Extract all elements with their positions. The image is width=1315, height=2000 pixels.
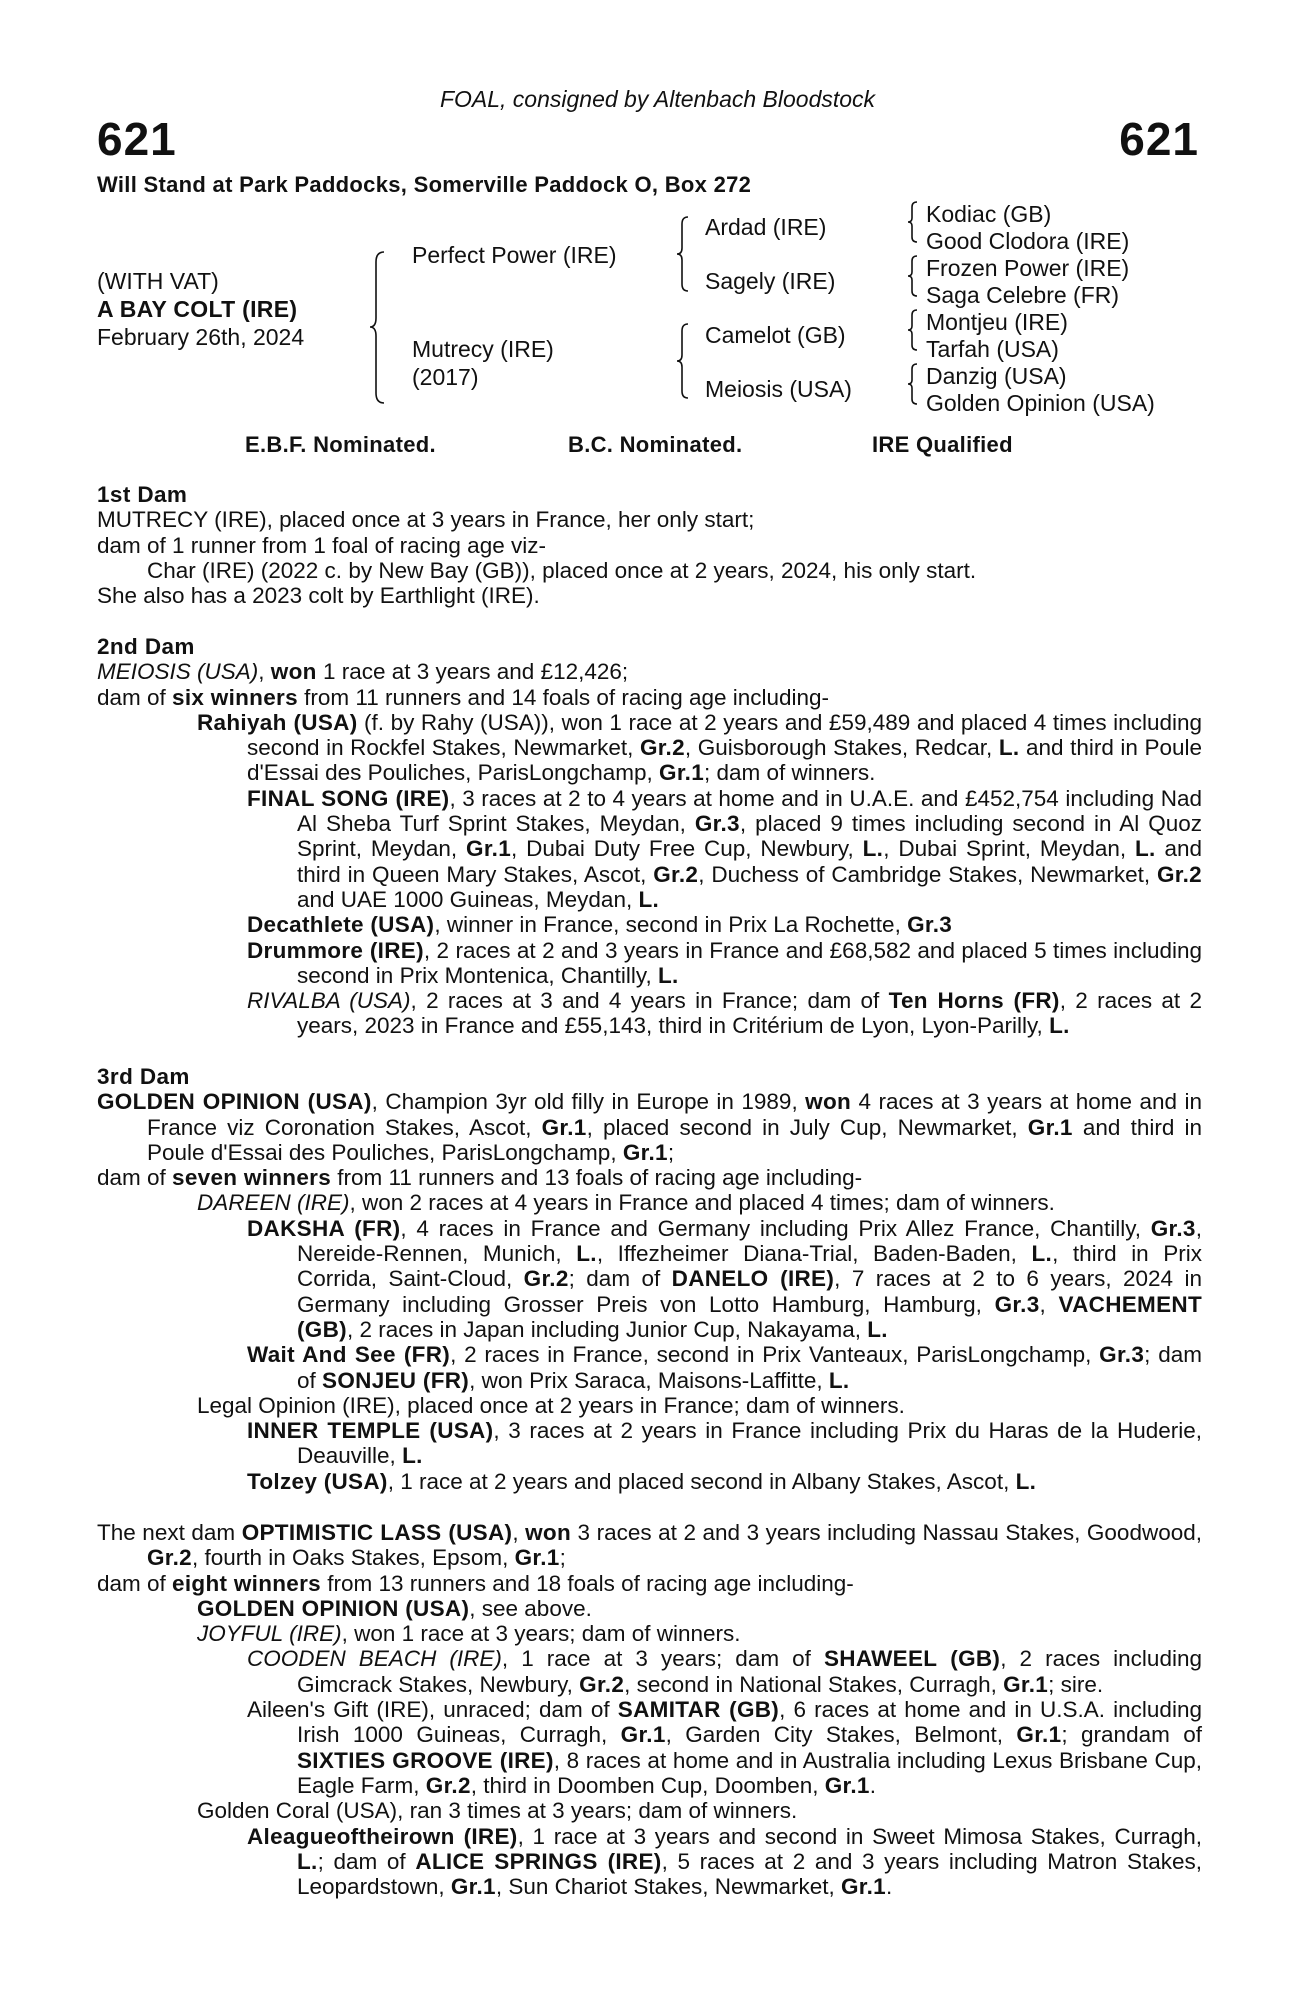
produce-entry: COODEN BEACH (IRE), 1 race at 3 years; dam of SHAWEEL (GB), 2 races including Gimcrack Stakes, Newbury, Gr.2, second in National Stakes, Curragh, Gr.1; sire. <box>247 1646 1202 1697</box>
ssd: Good Clodora (IRE) <box>926 228 1130 254</box>
produce-entry: DAREEN (IRE), won 2 races at 4 years in France and placed 4 times; dam of winners. <box>197 1190 1055 1216</box>
dam-name: Mutrecy (IRE) <box>412 336 554 362</box>
section-heading: 1st Dam <box>97 482 188 507</box>
dam-record: GOLDEN OPINION (USA), Champion 3yr old filly in Europe in 1989, won 4 races at 3 years at home and in France viz Coronation Stakes, Ascot, Gr.1, placed second in July Cup, Newmarket, Gr.1 and third in Poule d'Essai des Pouliches, ParisLongchamp, Gr.1; <box>97 1089 1202 1165</box>
sire-name: Perfect Power (IRE) <box>412 242 617 268</box>
consignor-line: FOAL, consigned by Altenbach Bloodstock <box>439 86 876 112</box>
third-dam-section <box>97 1064 1202 1494</box>
lot-number-right: 621 <box>1119 113 1199 165</box>
dss: Montjeu (IRE) <box>926 309 1068 335</box>
produce-entry: Aileen's Gift (IRE), unraced; dam of SAMITAR (GB), 6 races at home and in U.S.A. including Irish 1000 Guineas, Curragh, Gr.1, Garden City Stakes, Belmont, Gr.1; grandam of SIXTIES GROOVE (IRE), 8 races at home and in Australia including Lexus Brisbane Cup, Eagle Farm, Gr.2, third in Doomben Cup, Doomben, Gr.1. <box>247 1697 1202 1798</box>
sdd: Saga Celebre (FR) <box>926 282 1120 308</box>
dam-sire: Camelot (GB) <box>705 322 846 348</box>
ire-qualified: IRE Qualified <box>872 432 1013 457</box>
produce-entry: JOYFUL (IRE), won 1 race at 3 years; dam of winners. <box>197 1621 741 1647</box>
dam-produce-summary: dam of eight winners from 13 runners and 18 foals of racing age including- <box>97 1570 854 1596</box>
bc-nominated: B.C. Nominated. <box>568 432 743 457</box>
produce-entry: FINAL SONG (IRE), 3 races at 2 to 4 years at home and in U.A.E. and £452,754 including Nad Al Sheba Turf Sprint Stakes, Meydan, Gr.3, placed 9 times including second in Al Quoz Sprint, Meydan, Gr.1, Dubai Duty Free Cup, Newbury, L., Dubai Sprint, Meydan, L. and third in Queen Mary Stakes, Ascot, Gr.2, Duchess of Cambridge Stakes, Newmarket, Gr.2 and UAE 1000 Guineas, Meydan, L. <box>247 785 1203 912</box>
dam-produce-summary: dam of seven winners from 11 runners and 13 foals of racing age including- <box>97 1165 863 1191</box>
section-heading: 3rd Dam <box>97 1064 190 1089</box>
foaling-date: February 26th, 2024 <box>97 324 305 350</box>
sss: Kodiac (GB) <box>926 201 1052 227</box>
sds: Frozen Power (IRE) <box>926 255 1130 281</box>
dam-record: The next dam OPTIMISTIC LASS (USA), won 3 races at 2 and 3 years including Nassau Stakes, Goodwood, Gr.2, fourth in Oaks Stakes, Epsom, Gr.1; <box>97 1520 1202 1571</box>
brace-sagely <box>906 254 920 298</box>
section-heading: 2nd Dam <box>97 634 195 659</box>
sire-dam-brace <box>368 250 388 405</box>
dds: Danzig (USA) <box>926 363 1067 389</box>
brace-meiosis <box>906 362 920 406</box>
ddd: Golden Opinion (USA) <box>926 390 1155 416</box>
produce-entry: Golden Coral (USA), ran 3 times at 3 years; dam of winners. <box>197 1798 798 1824</box>
produce-entry: Rahiyah (USA) (f. by Rahy (USA)), won 1 race at 2 years and £59,489 and placed 4 times including second in Rockfel Stakes, Newmarket, Gr.2, Guisborough Stakes, Redcar, L. and third in Poule d'Essai des Pouliches, ParisLongchamp, Gr.1; dam of winners. <box>197 709 1203 786</box>
first-dam-line: MUTRECY (IRE), placed once at 3 years in France, her only start; <box>97 507 755 533</box>
vat-note: (WITH VAT) <box>97 268 219 294</box>
produce-entry: Wait And See (FR), 2 races in France, second in Prix Vanteaux, ParisLongchamp, Gr.3; dam of SONJEU (FR), won Prix Saraca, Maisons-Laffitte, L. <box>247 1342 1202 1393</box>
produce-entry: Drummore (IRE), 2 races at 2 and 3 years in France and £68,582 and placed 5 times including second in Prix Montenica, Chantilly, L. <box>247 937 1203 988</box>
sire-dam: Sagely (IRE) <box>705 268 836 294</box>
produce-entry: DAKSHA (FR), 4 races in France and Germany including Prix Allez France, Chantilly, Gr.3, Nereide-Rennen, Munich, L., Iffezheimer Diana-Trial, Baden-Baden, L., third in Prix Corrida, Saint-Cloud, Gr.2; dam of DANELO (IRE), 7 races at 2 to 6 years, 2024 in Germany including Grosser Preis von Lotto Hamburg, Hamburg, Gr.3, VACHEMENT (GB), 2 races in Japan including Junior Cup, Nakayama, L. <box>247 1215 1202 1342</box>
produce-entry: Aleagueoftheirown (IRE), 1 race at 3 years and second in Sweet Mimosa Stakes, Curragh, L.; dam of ALICE SPRINGS (IRE), 5 races at 2 and 3 years including Matron Stakes, Leopardstown, Gr.1, Sun Chariot Stakes, Newmarket, Gr.1. <box>247 1823 1203 1900</box>
next-dam-section <box>97 1520 1202 1899</box>
produce-entry: INNER TEMPLE (USA), 3 races at 2 years in France including Prix du Haras de la Huderie, Deauville, L. <box>247 1418 1202 1469</box>
second-dam-section <box>97 634 1202 1039</box>
lot-number-left: 621 <box>97 113 177 165</box>
first-dam-line: Char (IRE) (2022 c. by New Bay (GB)), placed once at 2 years, 2024, his only start. <box>147 557 977 583</box>
dam-record: MEIOSIS (USA), won 1 race at 3 years and £12,426; <box>97 659 629 685</box>
produce-entry: RIVALBA (USA), 2 races at 3 and 4 years in France; dam of Ten Horns (FR), 2 races at 2 years, 2023 in France and £55,143, third in Critérium de Lyon, Lyon-Parilly, L. <box>247 988 1202 1039</box>
first-dam-line: dam of 1 runner from 1 foal of racing age viz- <box>97 532 546 558</box>
produce-entry: Decathlete (USA), winner in France, second in Prix La Rochette, Gr.3 <box>247 912 953 938</box>
first-dam-section <box>97 482 1202 608</box>
brace-camelot <box>906 308 920 352</box>
brace-ardad <box>906 200 920 244</box>
dam-dam: Meiosis (USA) <box>705 376 852 402</box>
dam-brace <box>675 322 691 400</box>
sire-sire: Ardad (IRE) <box>705 214 827 240</box>
dam-year: (2017) <box>412 364 479 390</box>
first-dam-line: She also has a 2023 colt by Earthlight (IRE). <box>97 583 540 609</box>
ebf-nominated: E.B.F. Nominated. <box>245 432 436 457</box>
dam-produce-summary: dam of six winners from 11 runners and 14 foals of racing age including- <box>97 684 830 710</box>
produce-entry: GOLDEN OPINION (USA), see above. <box>197 1595 592 1621</box>
horse-name: A BAY COLT (IRE) <box>97 296 298 322</box>
stand-location: Will Stand at Park Paddocks, Somerville Paddock O, Box 272 <box>97 172 752 197</box>
dsd: Tarfah (USA) <box>926 336 1059 362</box>
produce-entry: Tolzey (USA), 1 race at 2 years and placed second in Albany Stakes, Ascot, L. <box>247 1468 1037 1494</box>
sire-brace <box>675 215 691 293</box>
produce-entry: Legal Opinion (IRE), placed once at 2 years in France; dam of winners. <box>197 1392 905 1418</box>
